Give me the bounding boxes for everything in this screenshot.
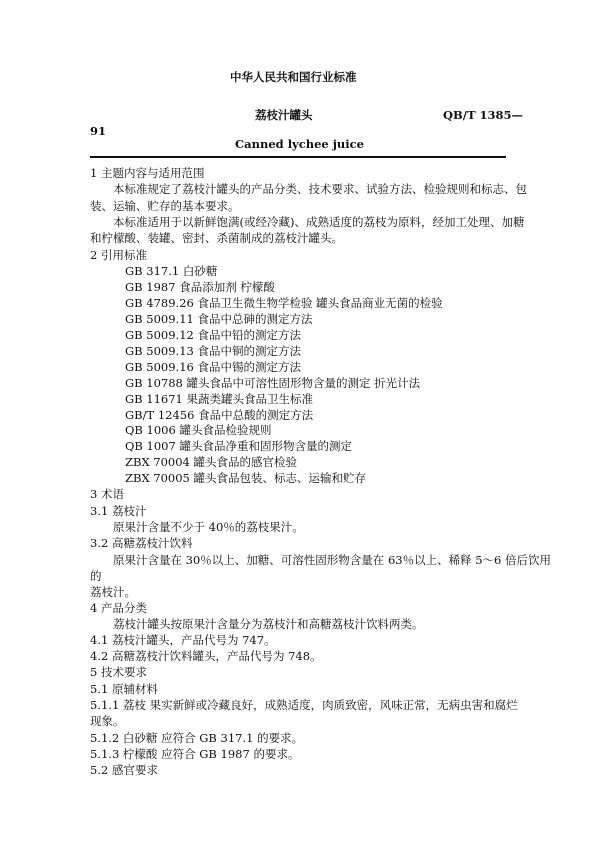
section-heading: 5 技术要求 bbox=[90, 665, 147, 679]
standard-code-year: 91 bbox=[90, 124, 107, 138]
paragraph-line: 荔枝汁罐头按原果汁含量分为荔枝汁和高糖荔枝汁饮料两类。 bbox=[113, 617, 424, 631]
subsection-heading: 4.1 荔枝汁罐头，产品代号为 747。 bbox=[90, 633, 276, 647]
paragraph-line: 原果汁含量在 30％以上、加糖、可溶性固形物含量在 63％以上、稀释 5～6 倍后饮用 bbox=[113, 553, 552, 567]
subsection-heading: 5.1 原辅材料 bbox=[90, 682, 158, 696]
title-english: Canned lychee juice bbox=[235, 137, 364, 151]
reference-standard: GB 5009.16 食品中锡的测定方法 bbox=[125, 360, 302, 374]
subsection-heading: 3.1 荔枝汁 bbox=[90, 504, 147, 518]
reference-standard: GB 1987 食品添加剂 柠檬酸 bbox=[125, 280, 275, 294]
reference-standard: GB 317.1 白砂糖 bbox=[125, 264, 218, 278]
title-chinese: 荔枝汁罐头 bbox=[255, 108, 313, 122]
header-rule bbox=[90, 156, 506, 158]
reference-standard: GB 4789.26 食品卫生微生物学检验 罐头食品商业无菌的检验 bbox=[125, 296, 443, 310]
paragraph-line: 荔枝汁。 bbox=[90, 585, 136, 599]
reference-standard: QB 1007 罐头食品净重和固形物含量的测定 bbox=[125, 439, 352, 453]
reference-standard: GB/T 12456 食品中总酸的测定方法 bbox=[125, 408, 314, 422]
standard-code: QB/T 1385— bbox=[443, 108, 524, 122]
reference-standard: QB 1006 罐头食品检验规则 bbox=[125, 423, 272, 437]
section-heading: 2 引用标准 bbox=[90, 248, 147, 262]
reference-standard: GB 5009.11 食品中总砷的测定方法 bbox=[125, 312, 313, 326]
reference-standard: GB 5009.13 食品中铜的测定方法 bbox=[125, 344, 302, 358]
paragraph-line: 装、运输、贮存的基本要求。 bbox=[90, 199, 240, 213]
section-heading: 1 主题内容与适用范围 bbox=[90, 166, 205, 180]
reference-standard: GB 5009.12 食品中铅的测定方法 bbox=[125, 328, 302, 342]
paragraph-line: 5.1.1 荔枝 果实新鲜或冷藏良好，成熟适度，肉质致密，风味正常，无病虫害和腐烂 bbox=[90, 698, 518, 712]
issuing-organization: 中华人民共和国行业标准 bbox=[230, 70, 357, 84]
paragraph-line: 原果汁含量不少于 40％的荔枝果汁。 bbox=[113, 520, 304, 534]
section-heading: 4 产品分类 bbox=[90, 601, 147, 615]
section-heading: 3 术语 bbox=[90, 487, 124, 501]
subsection-heading: 5.2 感官要求 bbox=[90, 763, 158, 777]
paragraph-line: 和柠檬酸、装罐、密封、杀菌制成的荔枝汁罐头。 bbox=[90, 231, 343, 245]
reference-standard: GB 10788 罐头食品中可溶性固形物含量的测定 折光计法 bbox=[125, 376, 421, 390]
paragraph-line: 本标准规定了荔枝汁罐头的产品分类、技术要求、试验方法、检验规则和标志、包 bbox=[113, 182, 527, 196]
paragraph-line: 5.1.3 柠檬酸 应符合 GB 1987 的要求。 bbox=[90, 747, 300, 761]
subsection-heading: 4.2 高糖荔枝汁饮料罐头，产品代号为 748。 bbox=[90, 649, 322, 663]
paragraph-line: 5.1.2 白砂糖 应符合 GB 317.1 的要求。 bbox=[90, 731, 304, 745]
paragraph-line: 本标准适用于以新鲜饱满(或经冷藏)、成熟适度的荔枝为原料，经加工处理、加糖 bbox=[113, 215, 525, 229]
paragraph-line: 现象。 bbox=[90, 714, 125, 728]
reference-standard: GB 11671 果蔬类罐头食品卫生标准 bbox=[125, 392, 314, 406]
reference-standard: ZBX 70004 罐头食品的感官检验 bbox=[125, 455, 298, 469]
reference-standard: ZBX 70005 罐头食品包装、标志、运输和贮存 bbox=[125, 471, 367, 485]
paragraph-line: 的 bbox=[90, 569, 102, 583]
subsection-heading: 3.2 高糖荔枝汁饮料 bbox=[90, 536, 193, 550]
